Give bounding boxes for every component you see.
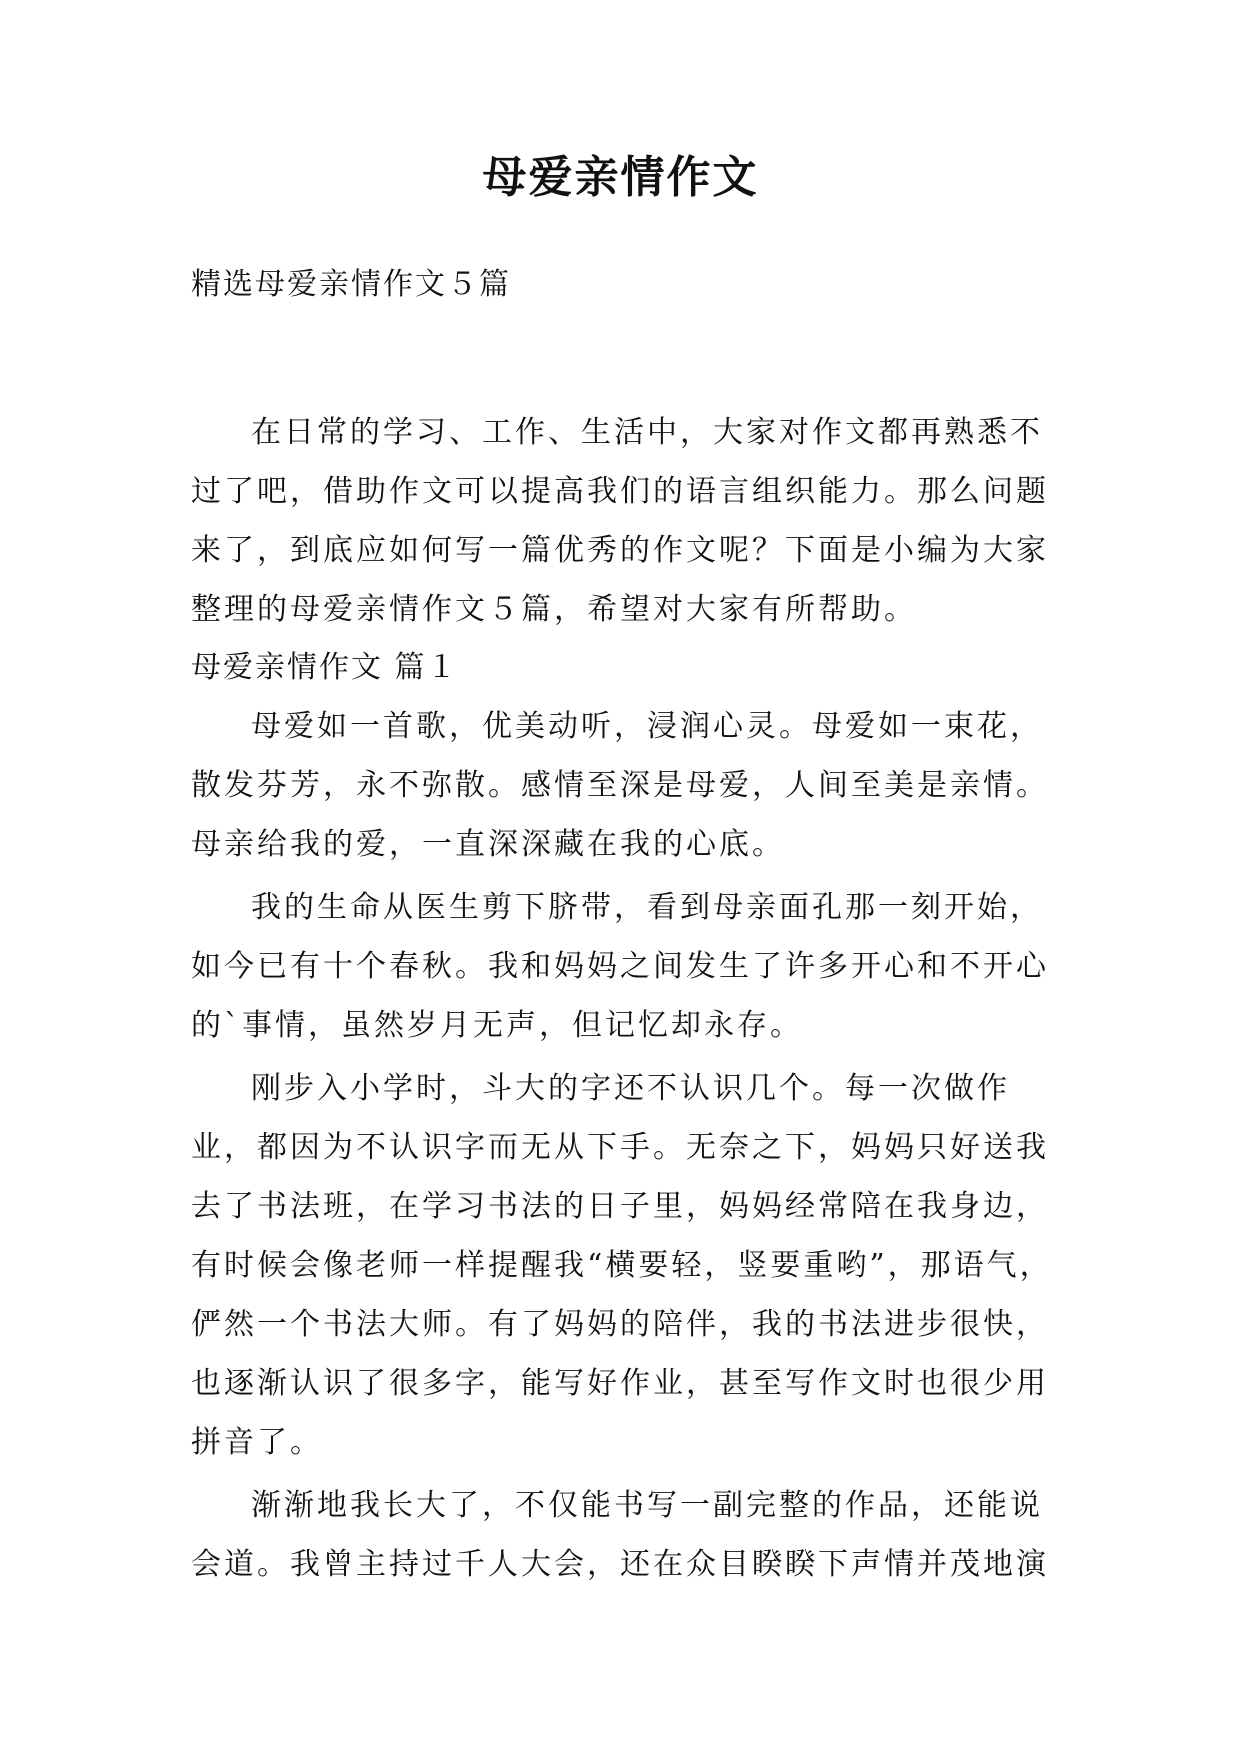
body-paragraph: 刚步入小学时，斗大的字还不认识几个。每一次做作业，都因为不认识字而无从下手。无奈之下，妈妈只好送我去了书法班，在学习书法的日子里，妈妈经常陪在我身边，有时候会像老师一样提醒我“横要轻，竖要重哟”，那语气，俨然一个书法大师。有了妈妈的陪伴，我的书法进步很快，也逐渐认识了很多字，能写好作业，甚至写作文时也很少用拼音了。 [191, 1071, 1053, 1460]
document-body [191, 403, 1071, 1594]
intro-paragraph: 在日常的学习、工作、生活中，大家对作文都再熟悉不过了吧，借助作文可以提高我们的语言组织能力。那么问题来了，到底应如何写一篇优秀的作文呢？下面是小编为大家整理的母爱亲情作文５篇，希望对大家有所帮助。 [191, 415, 1049, 627]
body-paragraph: 我的生命从医生剪下脐带，看到母亲面孔那一刻开始，如今已有十个春秋。我和妈妈之间发生了许多开心和不开心的`事情，虽然岁月无声，但记忆却永存。 [191, 890, 1049, 1043]
body-paragraph: 母爱如一首歌，优美动听，浸润心灵。母爱如一束花，散发芬芳，永不弥散。感情至深是母爱，人间至美是亲情。母亲给我的爱，一直深深藏在我的心底。 [191, 709, 1049, 862]
document-subtitle: 精选母爱亲情作文５篇 [191, 267, 511, 302]
body-paragraph: 渐渐地我长大了，不仅能书写一副完整的作品，还能说会道。我曾主持过千人大会，还在众目睽睽下声情并茂地演 [191, 1488, 1049, 1582]
section-heading: 母爱亲情作文 篇１ [191, 650, 459, 685]
document-title: 母爱亲情作文 [482, 152, 759, 203]
